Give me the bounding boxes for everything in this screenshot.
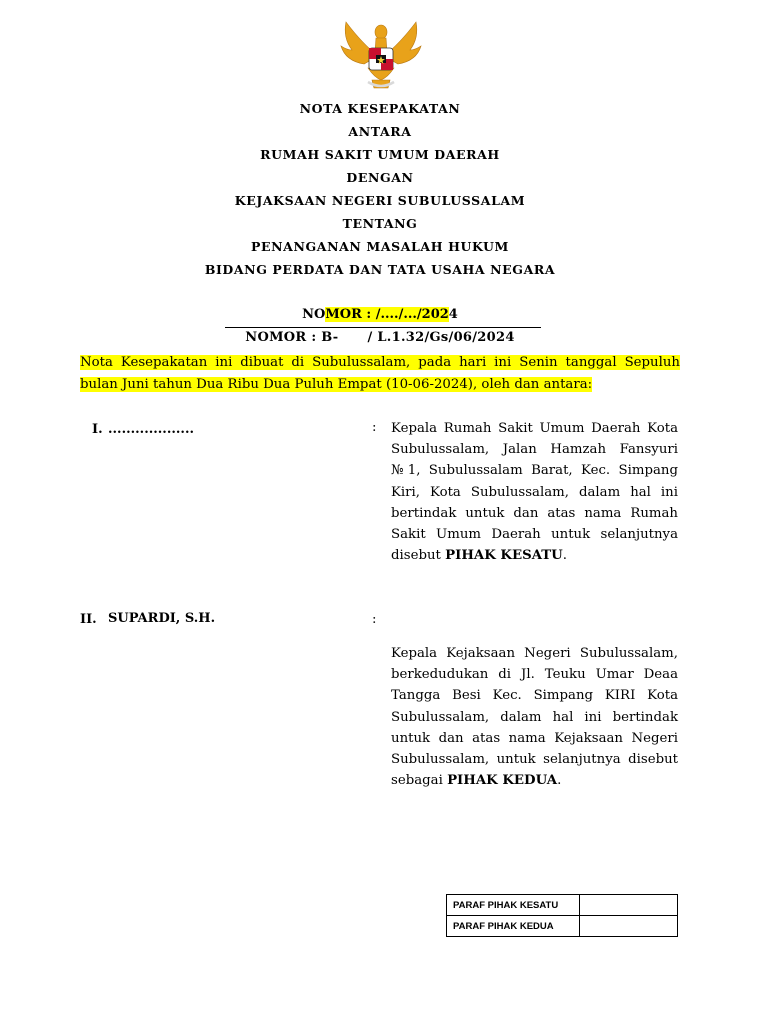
heading-line-3: RUMAH SAKIT UMUM DAERAH: [260, 147, 500, 162]
heading-line-2: ANTARA: [348, 124, 412, 139]
garuda-pancasila-emblem-icon: [338, 18, 424, 90]
nomor-draft: [0, 307, 760, 322]
paraf-table: [446, 894, 678, 937]
paraf-label-kedua: PARAF PIHAK KEDUA: [447, 916, 580, 937]
party-1-name: ...................: [108, 422, 194, 437]
party-2-designation: PIHAK KEDUA: [447, 773, 558, 789]
nomor-divider: [225, 327, 541, 328]
party-1-end: .: [562, 548, 568, 564]
party-1-description: [391, 418, 678, 566]
paraf-row-kedua: [447, 916, 678, 937]
nomor-draft-prefix: NO: [302, 307, 326, 322]
party-2-description-text: Kepala Kejaksaan Negeri Subulussalam, berkedudukan di Jl. Teuku Umar Deaa Tangga Besi Kec. Simpang KIRI Kota Subulussalam, dalam hal ini bertindak untuk dan atas nama Kejaksaan Negeri Subulussalam, untuk selanjutnya disebut sebagai: [391, 646, 678, 789]
party-2-end: .: [557, 773, 562, 789]
intro-text: Nota Kesepakatan ini dibuat di Subulussalam, pada hari ini Senin tanggal Sepuluh bulan Juni tahun Dua Ribu Dua Puluh Empat (10-06-2024), oleh dan antara:: [80, 355, 680, 392]
paraf-cell-kedua: [580, 916, 678, 937]
nomor-draft-suffix: 4: [448, 307, 458, 322]
party-2-number: II.: [80, 612, 97, 627]
party-2-description: [391, 643, 678, 791]
party-1-designation: PIHAK KESATU: [445, 548, 563, 564]
party-1-description-text: Kepala Rumah Sakit Umum Daerah Kota Subulussalam, Jalan Hamzah Fansyuri №1, Subulussalam Barat, Kec. Simpang Kiri, Kota Subulussalam, dalam hal ini bertindak untuk dan atas nama Rumah Sakit Umum Daerah untuk selanjutnya disebut: [391, 421, 678, 564]
party-1-colon: :: [372, 420, 377, 435]
heading-line-8: BIDANG PERDATA DAN TATA USAHA NEGARA: [204, 262, 556, 277]
heading-line-6: TENTANG: [342, 216, 418, 231]
paraf-label-kesatu: PARAF PIHAK KESATU: [447, 895, 580, 916]
intro-paragraph: [80, 352, 680, 396]
heading-line-5: KEJAKSAAN NEGERI SUBULUSSALAM: [234, 193, 526, 208]
nomor-draft-highlight: MOR : /..../.../202: [325, 307, 449, 322]
party-2-name: SUPARDI, S.H.: [108, 611, 216, 626]
party-2-colon: :: [372, 612, 377, 627]
heading-line-7: PENANGANAN MASALAH HUKUM: [251, 239, 509, 254]
heading-line-1: NOTA KESEPAKATAN: [299, 101, 461, 116]
nomor-official: NOMOR : B- / L.1.32/Gs/06/2024: [245, 330, 515, 345]
paraf-row-kesatu: [447, 895, 678, 916]
party-1-number: I.: [92, 422, 103, 437]
paraf-cell-kesatu: [580, 895, 678, 916]
heading-line-4: DENGAN: [346, 170, 414, 185]
